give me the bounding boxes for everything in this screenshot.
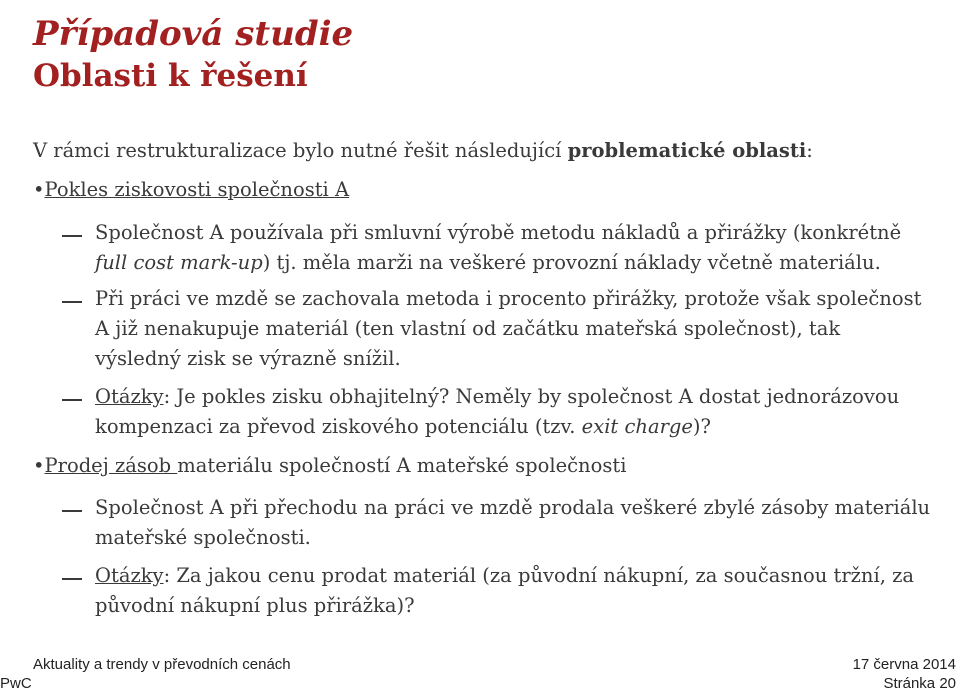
footer-page-number: Stránka 20 [883, 675, 956, 692]
sub-line: původní nákupní plus přirážka)? [95, 594, 415, 617]
intro-bold: problematické oblasti [567, 139, 807, 162]
intro-end: : [806, 139, 813, 162]
bullet-text: Pokles ziskovosti společnosti A [44, 178, 350, 201]
sub-item-questions-2 [95, 561, 955, 621]
dash-marker [62, 578, 82, 580]
bullet-profit-decline [33, 175, 349, 205]
intro-paragraph [33, 136, 813, 166]
bullet-marker: • [33, 178, 45, 201]
sub-line: Při práci ve mzdě se zachovala metoda i procento přirážky, protože však společnost [95, 287, 922, 310]
sub-line: full cost mark-up) tj. měla marži na veškeré provozní náklady včetně materiálu. [95, 251, 881, 274]
slide-subtitle: Oblasti k řešení [33, 58, 308, 94]
sub-item-cost-markup [95, 218, 955, 278]
sub-item-questions-1 [95, 382, 955, 442]
sub-line: Společnost A používala při smluvní výrobě metodu nákladů a přirážky (konkrétně [95, 221, 902, 244]
sub-line: výsledný zisk se výrazně snížil. [95, 347, 401, 370]
sub-line: A již nenakupuje materiál (ten vlastní od začátku mateřská společnost), tak [95, 317, 841, 340]
sub-item-inventory [95, 493, 955, 553]
bullet-inventory-sale [33, 451, 626, 481]
sub-line: Společnost A při přechodu na práci ve mzdě prodala veškeré zbylé zásoby materiálu [95, 496, 931, 519]
sub-line: Otázky: Je pokles zisku obhajitelný? Neměly by společnost A dostat jednorázovou [95, 385, 900, 408]
dash-marker [62, 510, 82, 512]
sub-item-toll-manufacturing [95, 284, 955, 374]
slide-title: Případová studie [33, 14, 354, 54]
bullet-text: materiálu společností A mateřské společnosti [177, 454, 627, 477]
sub-line: mateřské společnosti. [95, 526, 311, 549]
dash-marker [62, 399, 82, 401]
questions-label: Otázky [95, 564, 164, 587]
italic-term: exit charge [581, 415, 693, 438]
intro-text: V rámci restrukturalizace bylo nutné řešit následující [33, 139, 568, 162]
bullet-underlined: Prodej zásob [44, 454, 178, 477]
footer-title: Aktuality a trendy v převodních cenách [33, 656, 291, 673]
questions-label: Otázky [95, 385, 164, 408]
footer-brand: PwC [0, 675, 32, 692]
sub-line: Otázky: Za jakou cenu prodat materiál (za původní nákupní, za současnou tržní, za [95, 564, 915, 587]
dash-marker [62, 301, 82, 303]
footer-date: 17 června 2014 [852, 656, 956, 673]
sub-line: kompenzaci za převod ziskového potenciálu (tzv. exit charge)? [95, 415, 711, 438]
bullet-marker: • [33, 454, 45, 477]
italic-term: full cost mark-up [95, 251, 263, 274]
dash-marker [62, 235, 82, 237]
